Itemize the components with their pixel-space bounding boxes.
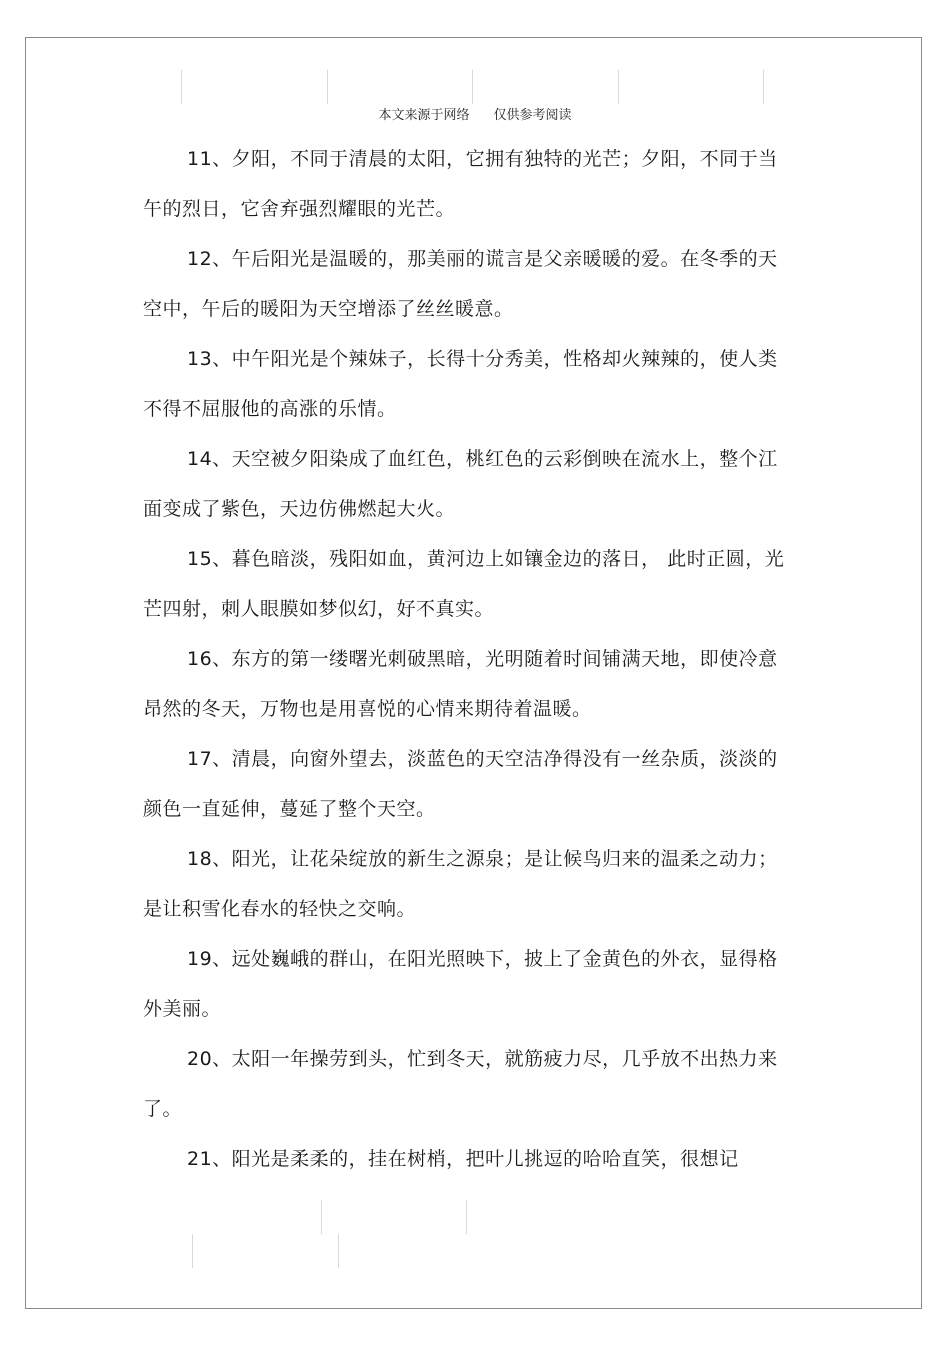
paragraph-15: 15、暮色暗淡，残阳如血，黄河边上如镶金边的落日， 此时正圆，光芒四射，刺人眼膜如梦似幻，好不真实。 [143, 548, 785, 620]
paragraph-21: 21、阳光是柔柔的，挂在树梢，把叶儿挑逗的哈哈直笑，很想记 [187, 1148, 739, 1170]
document-body [143, 134, 793, 1184]
guide-mark [321, 1200, 322, 1234]
guide-mark [338, 1234, 339, 1268]
paragraph-20: 20、太阳一年操劳到头，忙到冬天，就筋疲力尽，几乎放不出热力来了。 [143, 1048, 778, 1120]
paragraph-16: 16、东方的第一缕曙光刺破黑暗，光明随着时间铺满天地，即使冷意昂然的冬天，万物也是用喜悦的心情来期待着温暖。 [143, 648, 778, 720]
source-note: 本文来源于网络 [378, 108, 470, 123]
paragraph-11: 11、夕阳，不同于清晨的太阳，它拥有独特的光芒；夕阳，不同于当午的烈日，它舍弃强烈耀眼的光芒。 [143, 148, 778, 220]
paragraph-19: 19、远处巍峨的群山，在阳光照映下，披上了金黄色的外衣，显得格外美丽。 [143, 948, 778, 1020]
guide-mark [466, 1200, 467, 1234]
read-note: 仅供参考阅读 [493, 108, 572, 123]
guide-mark [327, 70, 328, 104]
guide-mark [763, 70, 764, 104]
guide-mark [618, 70, 619, 104]
paragraph-14: 14、天空被夕阳染成了血红色，桃红色的云彩倒映在流水上，整个江面变成了紫色，天边仿佛燃起大火。 [143, 448, 778, 520]
page-header-note [0, 104, 950, 123]
paragraph-17: 17、清晨，向窗外望去，淡蓝色的天空洁净得没有一丝杂质，淡淡的颜色一直延伸，蔓延了整个天空。 [143, 748, 778, 820]
paragraph-18: 18、阳光，让花朵绽放的新生之源泉；是让候鸟归来的温柔之动力；是让积雪化春水的轻快之交响。 [143, 848, 778, 920]
guide-mark [192, 1234, 193, 1268]
paragraph-13: 13、中午阳光是个辣妹子，长得十分秀美，性格却火辣辣的，使人类不得不屈服他的高涨的乐情。 [143, 348, 778, 420]
guide-mark [472, 70, 473, 104]
paragraph-12: 12、午后阳光是温暖的，那美丽的谎言是父亲暖暖的爱。在冬季的天空中，午后的暖阳为天空增添了丝丝暖意。 [143, 248, 778, 320]
guide-mark [181, 70, 182, 104]
